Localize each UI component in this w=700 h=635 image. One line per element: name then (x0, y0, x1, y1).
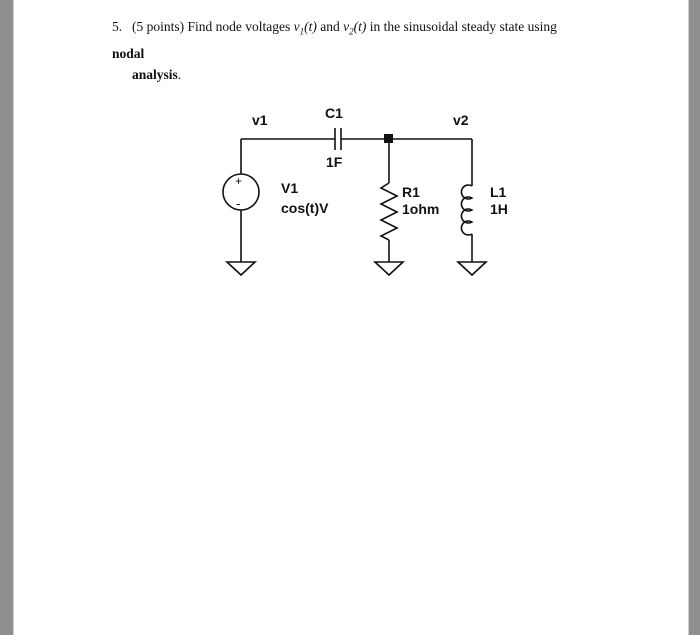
label-source-value: cos(t)V (281, 200, 329, 216)
ground-icon-source (227, 262, 255, 275)
label-source-name: V1 (281, 180, 299, 196)
label-node-v2: v2 (453, 112, 469, 128)
var-v1: $v_1(t)$ (293, 19, 317, 37)
source-minus-sign: - (236, 196, 241, 211)
problem-text-a: Find node voltages (187, 19, 291, 34)
method-nodal: nodal (112, 45, 145, 61)
label-resistor-name: R1 (402, 184, 420, 200)
inductor-icon (461, 185, 472, 235)
problem-and: and (320, 19, 340, 34)
label-inductor-name: L1 (490, 184, 507, 200)
problem-text-b: in the sinusoidal steady state using (369, 19, 557, 34)
method-analysis: analysis (132, 66, 178, 82)
label-node-v1: v1 (252, 112, 268, 128)
var-v2: $v_2(t)$ (343, 19, 367, 37)
label-capacitor-value: 1F (326, 154, 343, 170)
ground-icon-resistor (375, 262, 403, 275)
source-plus-sign: + (235, 174, 243, 188)
problem-number: 5. (112, 19, 123, 34)
label-resistor-value: 1ohm (402, 201, 440, 217)
problem-points: (5 points) (132, 19, 185, 34)
label-inductor-value: 1H (490, 201, 508, 217)
label-capacitor-name: C1 (325, 105, 343, 121)
ground-icon-inductor (458, 262, 486, 275)
problem-line-2: analysis. (132, 66, 182, 82)
resistor-icon (381, 183, 397, 240)
